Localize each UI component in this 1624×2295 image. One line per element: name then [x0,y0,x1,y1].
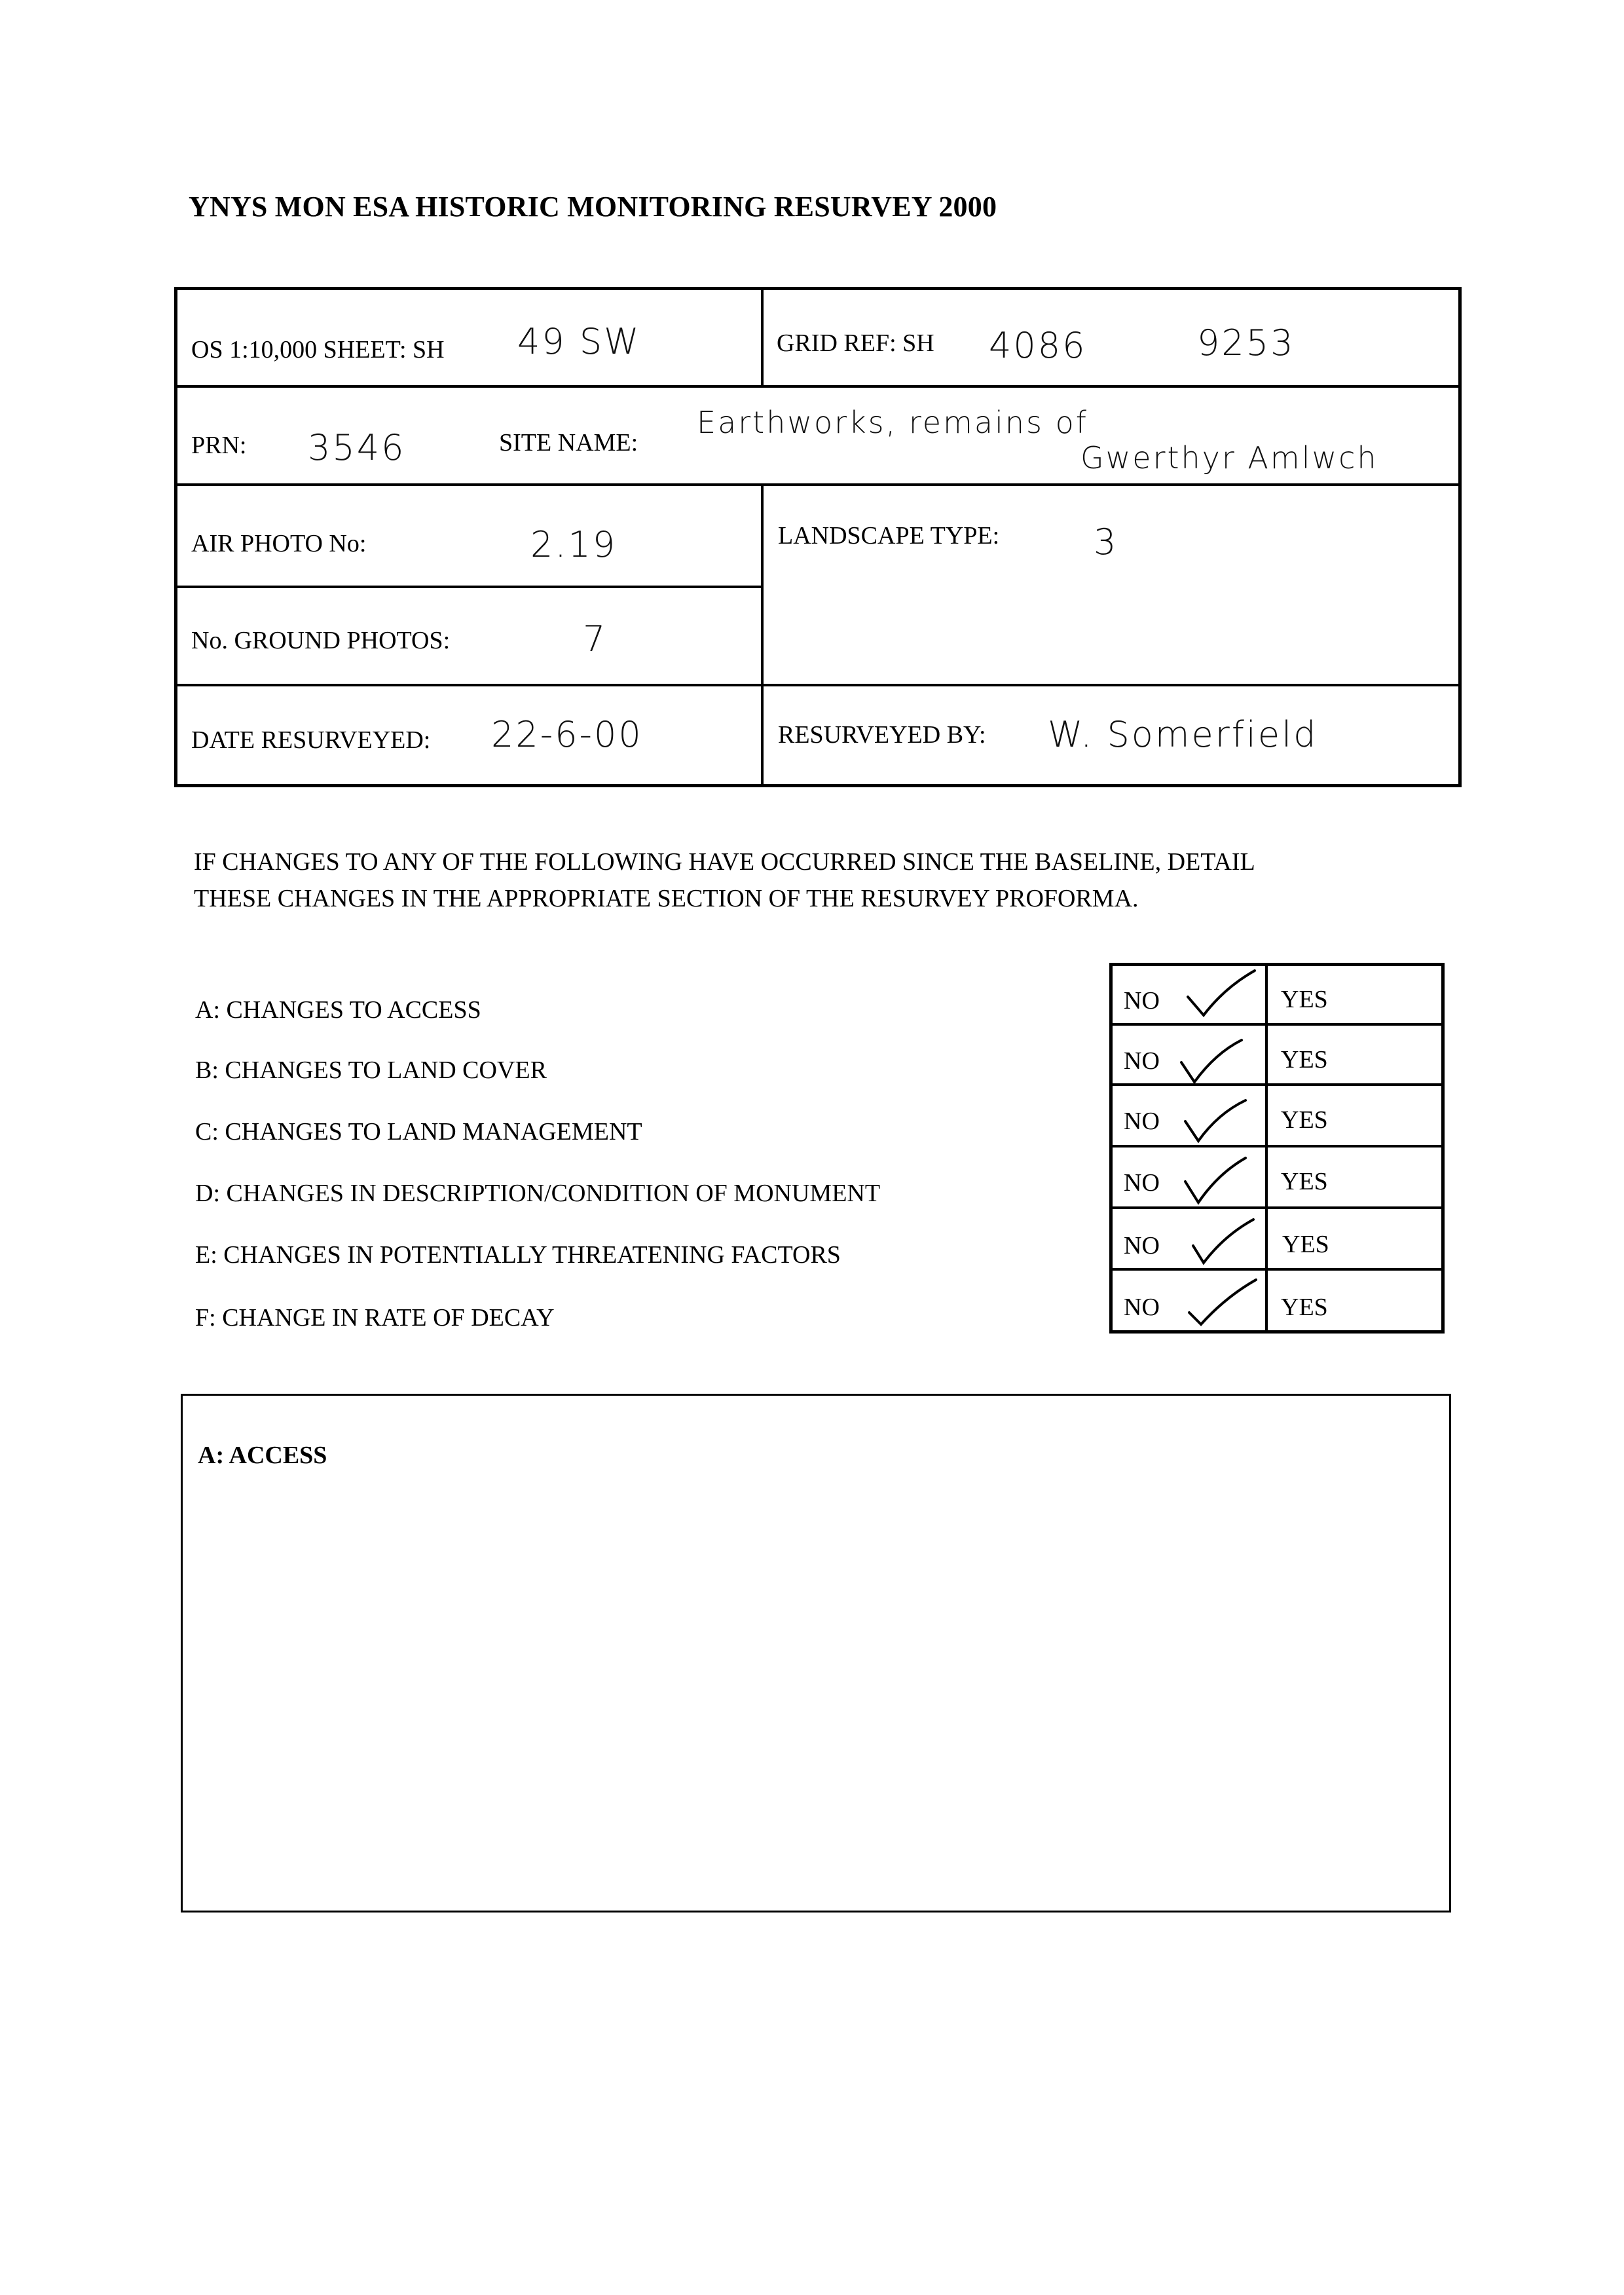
ground-photos-label: No. GROUND PHOTOS: [191,627,451,654]
site-name-value-line2: Gwerthyr Amlwch [1080,440,1378,476]
date-resurveyed-value: 22-6-00 [491,714,643,755]
option-no-d[interactable]: NO [1124,1169,1160,1197]
option-yes-a[interactable]: YES [1281,986,1328,1013]
no-yes-row-divider-2 [1109,1083,1445,1086]
change-label-b: B: CHANGES TO LAND COVER [195,1056,547,1084]
site-name-label: SITE NAME: [499,429,638,457]
instructions-line-1: IF CHANGES TO ANY OF THE FOLLOWING HAVE OCCURRED SINCE THE BASELINE, DETAIL [194,848,1255,876]
option-yes-e[interactable]: YES [1282,1231,1329,1258]
option-yes-f[interactable]: YES [1281,1294,1328,1321]
form-title: YNYS MON ESA HISTORIC MONITORING RESURVEY 2000 [189,191,997,223]
air-photo-value: 2.19 [530,524,618,565]
checkmark-icon [1185,968,1257,1020]
grid-ref-north: 9253 [1197,322,1295,364]
instructions-notice [194,844,1438,917]
header-col-divider-bottom [761,483,764,787]
grid-ref-east: 4086 [989,325,1087,366]
option-no-a[interactable]: NO [1124,987,1160,1015]
option-no-f[interactable]: NO [1124,1294,1160,1321]
ground-photos-value: 7 [583,618,608,660]
option-yes-c[interactable]: YES [1281,1106,1328,1134]
landscape-type-value: 3 [1094,521,1118,563]
instructions-line-2: THESE CHANGES IN THE APPROPRIATE SECTION OF THE RESURVEY PROFORMA. [194,885,1139,912]
prn-label: PRN: [191,432,247,459]
header-row-divider-3 [174,586,764,588]
change-label-e: E: CHANGES IN POTENTIALLY THREATENING FACTORS [195,1241,841,1269]
os-sheet-label: OS 1:10,000 SHEET: SH [191,336,445,364]
option-no-c[interactable]: NO [1124,1108,1160,1135]
checkmark-icon [1183,1098,1248,1145]
access-section-box[interactable] [181,1394,1451,1912]
checkmark-icon [1187,1277,1259,1330]
os-sheet-value: 49 SW [517,321,641,362]
no-yes-row-divider-1 [1109,1023,1445,1026]
prn-value: 3546 [308,427,406,468]
grid-ref-label: GRID REF: SH [777,329,934,357]
checkmark-icon [1190,1217,1256,1267]
option-no-b[interactable]: NO [1124,1047,1160,1075]
no-yes-row-divider-4 [1109,1206,1445,1209]
change-label-f: F: CHANGE IN RATE OF DECAY [195,1304,555,1332]
option-yes-d[interactable]: YES [1281,1168,1328,1195]
change-label-d: D: CHANGES IN DESCRIPTION/CONDITION OF MONUMENT [195,1180,881,1207]
option-yes-b[interactable]: YES [1281,1046,1328,1073]
change-label-c: C: CHANGES TO LAND MANAGEMENT [195,1118,642,1146]
date-resurveyed-label: DATE RESURVEYED: [191,726,431,754]
option-no-e[interactable]: NO [1124,1232,1160,1259]
resurveyed-by-value: W. Somerfield [1048,714,1318,755]
change-label-a: A: CHANGES TO ACCESS [195,996,481,1024]
resurveyed-by-label: RESURVEYED BY: [778,721,986,749]
header-row-divider-4 [174,684,1462,686]
landscape-type-label: LANDSCAPE TYPE: [778,522,1000,550]
header-row-divider-1 [174,385,1462,388]
no-yes-grid [1109,963,1445,1334]
header-row-divider-2 [174,483,1462,486]
header-col-divider-top [761,287,764,386]
checkmark-icon [1179,1036,1244,1086]
no-yes-col-divider [1265,963,1268,1334]
site-name-value-line1: Earthworks, remains of [697,405,1088,440]
access-section-title: A: ACCESS [198,1442,327,1469]
no-yes-row-divider-5 [1109,1268,1445,1271]
air-photo-label: AIR PHOTO No: [191,530,367,557]
checkmark-icon [1183,1154,1248,1206]
no-yes-row-divider-3 [1109,1145,1445,1148]
